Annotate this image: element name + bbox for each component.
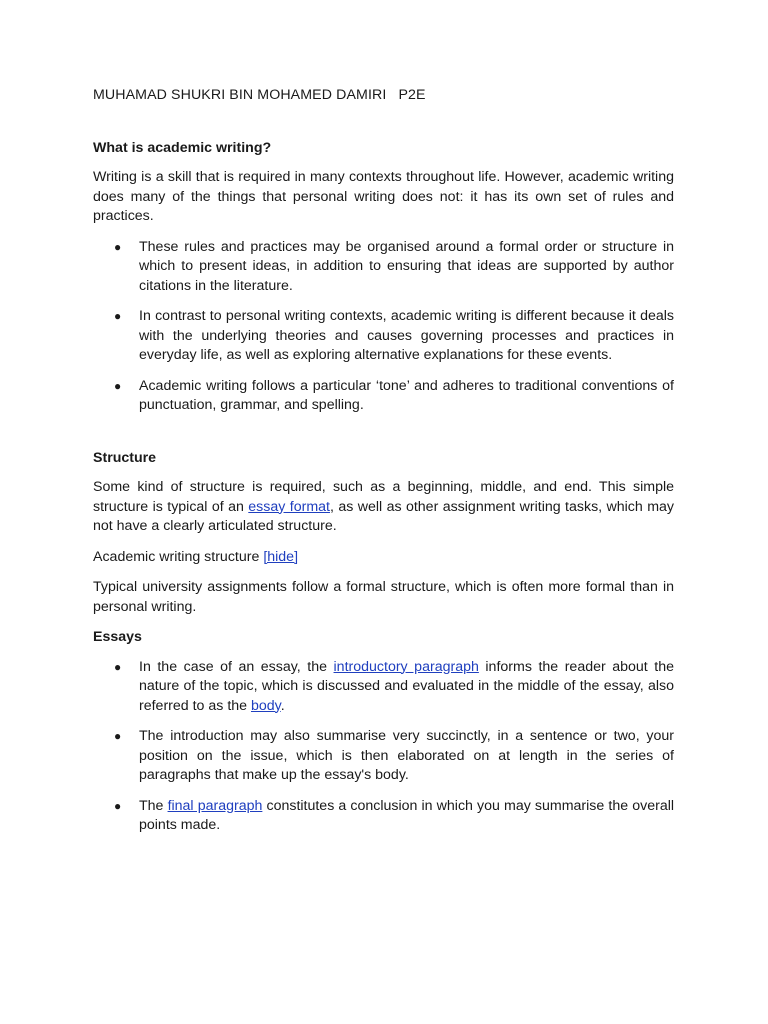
academic-structure-label: Academic writing structure [93,548,264,565]
essay-text-middle: informs the reader about the nature of the topic, which is discussed and evaluated in the middle of the essay, also referred to as the [139,658,674,714]
body-link[interactable]: body [250,697,281,714]
bullet-icon: ● [114,798,122,813]
section-spacer [93,427,674,449]
list-item [93,307,674,366]
list-item [93,377,674,416]
list-item-text: The introduction may also summarise very succinctly, in a sentence or two, your position on the issue, which is then elaborated on at length in the series of paragraphs that make up the essay's body. [139,728,674,783]
bullet-icon: ● [114,729,122,743]
typical-assignments-paragraph: Typical university assignments follow a formal structure, which is often more formal than in personal writing. [93,579,674,615]
essays-bullets [93,658,674,836]
list-item-text: These rules and practices may be organised around a formal order or structure in which to present ideas, in addition to ensuring that ideas are supported by author citations in the literature. [139,238,674,294]
academic-structure-line [93,548,674,568]
heading-essays: Essays [93,629,142,645]
structure-paragraph [93,478,674,537]
bullet-icon: ● [114,659,122,674]
list-item-text [139,659,674,714]
hide-link[interactable]: [hide] [263,548,299,565]
final-text-start: The [139,797,168,814]
bullet-icon: ● [114,239,122,254]
list-item-text [139,798,674,834]
final-text-end: constitutes a conclusion in which you may summarise the overall points made. [139,797,675,833]
heading-structure: Structure [93,449,157,466]
structure-text-end: , as well as other assignment writing tasks, which may not have a clearly articulated structure. [93,498,674,534]
list-item-text: Academic writing follows a particular ‘tone’ and adheres to traditional conventions of punctuation, grammar, and spelling. [139,377,674,413]
essay-text-end: . [280,697,285,714]
essay-text-start: In the case of an essay, the [139,658,334,675]
list-item [93,238,674,297]
bullet-icon: ● [114,309,122,323]
document-page [93,86,674,847]
list-item-text: In contrast to personal writing contexts, academic writing is different because it deals with the underlying theories and causes governing processes and practices in everyday life, as well as exploring alternative explanations for these events. [139,308,674,363]
academic-writing-bullets [93,238,674,416]
list-item [93,797,674,836]
bullet-icon: ● [114,378,122,393]
author-line: MUHAMAD SHUKRI BIN MOHAMED DAMIRI P2E [93,87,426,103]
essay-format-link[interactable]: essay format [248,498,330,515]
introductory-paragraph-link[interactable]: introductory paragraph [333,658,479,675]
structure-text-start: Some kind of structure is required, such as a beginning, middle, and end. This simple structure is typical of an [93,479,674,515]
intro-paragraph: Writing is a skill that is required in many contexts throughout life. However, academic writing does many of the things that personal writing does not: it has its own set of rules and practices. [93,169,674,224]
list-item [93,727,674,786]
heading-what-is-academic-writing: What is academic writing? [93,139,272,156]
final-paragraph-link[interactable]: final paragraph [167,797,263,814]
list-item [93,658,674,717]
